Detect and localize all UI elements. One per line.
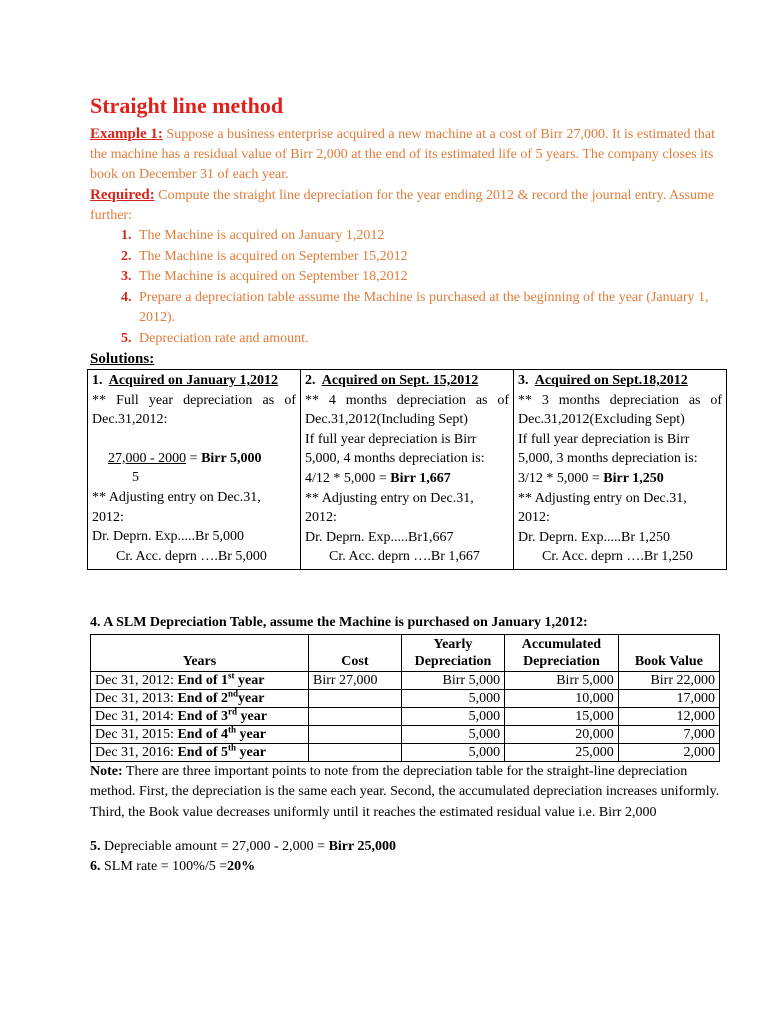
solution-heading: Acquired on January 1,2012	[108, 373, 279, 388]
cell-yearly: 5,000	[401, 743, 504, 761]
header-line: Yearly	[433, 636, 473, 652]
required-item: 5. Depreciation rate and amount.	[135, 329, 720, 350]
solution-line: 2012:	[92, 509, 124, 525]
cell-book-value: 12,000	[618, 707, 719, 725]
solution-line: 2012:	[518, 510, 550, 526]
solution-line: ** 3 months depreciation as of	[518, 392, 722, 408]
item-text: SLM rate = 100%/5 =	[100, 859, 228, 875]
year-end: End of 1	[177, 672, 229, 688]
cell-year	[91, 725, 309, 743]
solution-line: 5,000, 3 months depreciation is:	[518, 451, 698, 467]
item-text: Depreciable amount = 27,000 - 2,000 =	[100, 839, 329, 855]
cell-cost	[309, 725, 402, 743]
solution-line: Dec.31,2012:	[92, 412, 168, 428]
cell-accumulated: Birr 5,000	[505, 671, 619, 689]
formula-result: Birr 5,000	[201, 450, 262, 466]
year-word: year	[234, 672, 265, 688]
page-title: Straight line method	[90, 93, 284, 118]
journal-debit: Dr. Deprn. Exp.....Br 1,250	[518, 529, 671, 545]
calc-result: Birr 1,667	[390, 470, 451, 486]
example-text: Suppose a business enterprise acquired a new machine at a cost of Birr 27,000. It is estimated that the machine has a residual value of Birr 2,000 at the end of its estimated life of 5 years. The company closes its book on December 31 of each year.	[90, 127, 715, 182]
example-paragraph	[90, 124, 720, 185]
cell-book-value: 17,000	[618, 689, 719, 707]
calc-text: 3/12 * 5,000 =	[518, 470, 604, 486]
cell-year	[91, 707, 309, 725]
solution-heading: Acquired on Sept. 15,2012	[321, 373, 479, 388]
solution-num: 1.	[92, 373, 103, 388]
col-header-years: Years	[91, 634, 309, 671]
year-sup: st	[228, 670, 235, 681]
cell-cost: Birr 27,000	[309, 671, 402, 689]
calc-text: 4/12 * 5,000 =	[305, 470, 391, 486]
note-label: Note:	[90, 763, 123, 779]
note-paragraph	[90, 762, 720, 824]
journal-debit: Dr. Deprn. Exp.....Br1,667	[305, 529, 454, 545]
solution-line: Dec.31,2012(Excluding Sept)	[518, 412, 685, 428]
item-result: 20%	[227, 859, 256, 875]
journal-credit: Cr. Acc. deprn ….Br 5,000	[116, 548, 267, 564]
year-word: year	[236, 744, 266, 760]
journal-debit: Dr. Deprn. Exp.....Br 5,000	[92, 529, 245, 545]
table-row	[91, 707, 720, 725]
table-row	[91, 743, 720, 761]
cell-book-value: 2,000	[618, 743, 719, 761]
item-num: 5.	[90, 839, 101, 855]
year-date: Dec 31, 2016:	[95, 744, 178, 760]
year-date: Dec 31, 2014:	[95, 708, 178, 724]
solution-cell-1	[88, 370, 301, 570]
year-end: End of 3	[177, 708, 229, 724]
table-header-row	[91, 634, 720, 671]
solutions-table	[87, 369, 727, 570]
required-paragraph	[90, 185, 720, 226]
required-list	[90, 226, 720, 349]
cell-book-value: Birr 22,000	[618, 671, 719, 689]
cell-book-value: 7,000	[618, 725, 719, 743]
cell-cost	[309, 707, 402, 725]
year-date: Dec 31, 2013:	[95, 690, 178, 706]
year-word: year	[238, 690, 265, 706]
cell-year	[91, 743, 309, 761]
cell-cost	[309, 689, 402, 707]
year-sup: th	[228, 742, 237, 753]
col-header-accumulated	[505, 634, 619, 671]
formula-equals: =	[186, 450, 202, 466]
year-date: Dec 31, 2012:	[95, 672, 178, 688]
solution-line: 5,000, 4 months depreciation is:	[305, 451, 485, 467]
item-num: 6.	[90, 859, 101, 875]
solution-num: 2.	[305, 373, 316, 388]
solution-cell-3	[514, 370, 727, 570]
year-sup: th	[228, 724, 237, 735]
table-row	[91, 725, 720, 743]
item-result: Birr 25,000	[328, 839, 396, 855]
document-page	[90, 92, 720, 877]
cell-yearly: 5,000	[401, 689, 504, 707]
col-header-book-value: Book Value	[618, 634, 719, 671]
item-5	[90, 837, 720, 857]
solution-line: If full year depreciation is Birr	[305, 431, 477, 447]
cell-yearly: 5,000	[401, 707, 504, 725]
header-line: Accumulated	[521, 636, 602, 652]
solution-line: ** Adjusting entry on Dec.31,	[305, 490, 474, 506]
cell-year	[91, 671, 309, 689]
solution-line: Dec.31,2012(Including Sept)	[305, 412, 468, 428]
solution-line: If full year depreciation is Birr	[518, 431, 690, 447]
year-sup: rd	[228, 706, 238, 717]
col-header-cost: Cost	[309, 634, 402, 671]
cell-accumulated: 20,000	[505, 725, 619, 743]
year-end: End of 4	[177, 726, 229, 742]
solution-cell-2	[301, 370, 514, 570]
journal-credit: Cr. Acc. deprn ….Br 1,250	[542, 549, 693, 565]
required-item: 1. The Machine is acquired on January 1,2012	[135, 226, 720, 247]
journal-credit: Cr. Acc. deprn ….Br 1,667	[329, 549, 480, 565]
cell-yearly: Birr 5,000	[401, 671, 504, 689]
required-item: 4. Prepare a depreciation table assume the Machine is purchased at the beginning of the year (January 1, 2012).	[135, 288, 720, 329]
cell-accumulated: 25,000	[505, 743, 619, 761]
required-item: 2. The Machine is acquired on September 15,2012	[135, 247, 720, 268]
year-date: Dec 31, 2015:	[95, 726, 178, 742]
year-sup: nd	[228, 688, 239, 699]
solutions-label: Solutions:	[90, 351, 155, 367]
solution-line: 2012:	[305, 510, 337, 526]
year-end: End of 5	[177, 744, 229, 760]
year-end: End of 2	[177, 690, 229, 706]
required-text: Compute the straight line depreciation for the year ending 2012 & record the journal entry. Assume further:	[90, 188, 715, 223]
required-label: Required:	[90, 187, 155, 203]
col-header-yearly	[401, 634, 504, 671]
header-line: Depreciation	[523, 653, 600, 669]
header-line: Depreciation	[414, 653, 492, 669]
year-word: year	[236, 726, 266, 742]
solution-line: ** Adjusting entry on Dec.31,	[518, 490, 687, 506]
depreciation-table	[90, 634, 720, 762]
cell-accumulated: 15,000	[505, 707, 619, 725]
cell-year	[91, 689, 309, 707]
formula-denominator: 5	[132, 470, 139, 486]
solution-line: ** Adjusting entry on Dec.31,	[92, 489, 261, 505]
required-item: 3. The Machine is acquired on September 18,2012	[135, 267, 720, 288]
example-label: Example 1:	[90, 126, 163, 142]
table4-heading: 4. A SLM Depreciation Table, assume the Machine is purchased on January 1,2012:	[90, 614, 588, 630]
year-word: year	[237, 708, 267, 724]
cell-yearly: 5,000	[401, 725, 504, 743]
table-row	[91, 689, 720, 707]
solution-heading: Acquired on Sept.18,2012	[534, 373, 688, 388]
table-row	[91, 671, 720, 689]
cell-cost	[309, 743, 402, 761]
calc-result: Birr 1,250	[603, 470, 664, 486]
solution-line: ** 4 months depreciation as of	[305, 392, 509, 408]
formula-numerator: 27,000 - 2000	[108, 450, 187, 466]
solution-num: 3.	[518, 373, 529, 388]
cell-accumulated: 10,000	[505, 689, 619, 707]
item-6	[90, 857, 720, 877]
note-text: There are three important points to note from the depreciation table for the straight-line depreciation method. First, the depreciation is the same each year. Second, the accumulated depreciation increases uniformly. Third, the Book value decreases uniformly until it reaches the estimated residual value i.e. Birr 2,000	[90, 763, 720, 820]
solution-line: ** Full year depreciation as of	[92, 392, 296, 408]
